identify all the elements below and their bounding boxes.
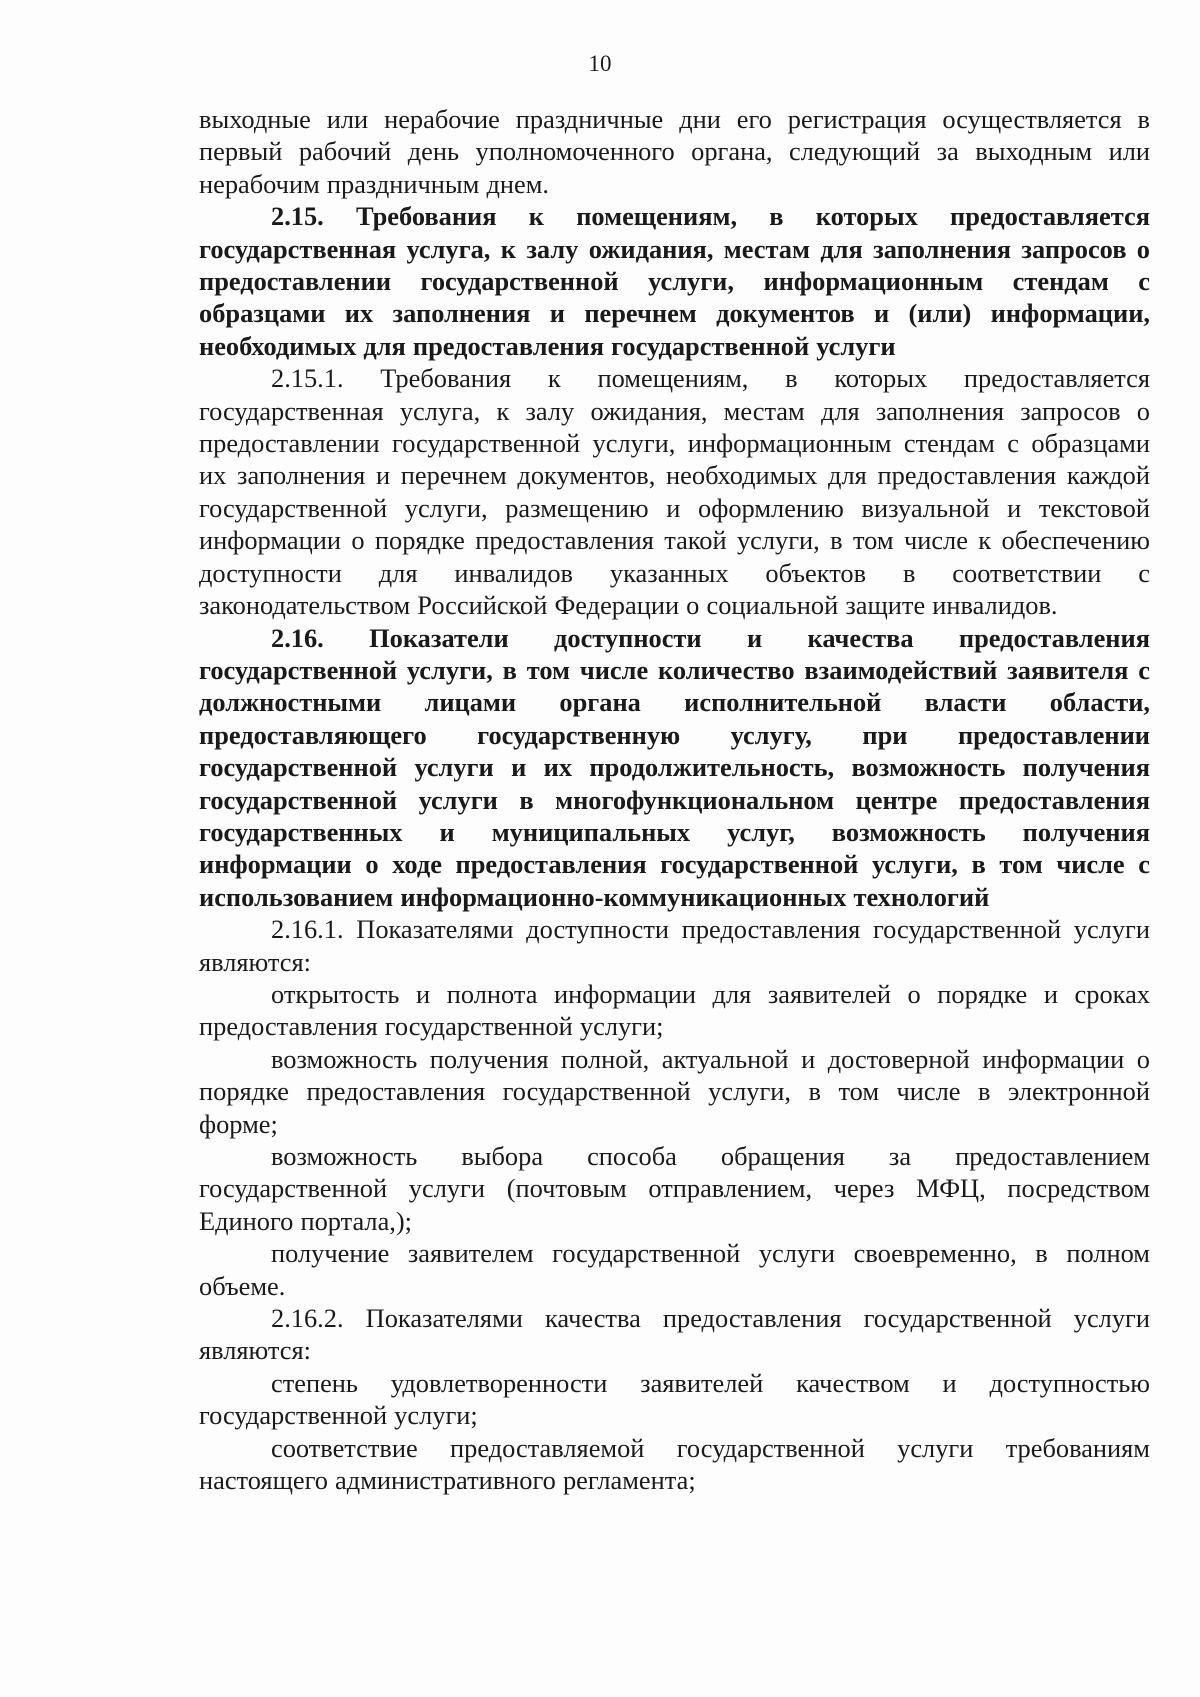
paragraph-2-15-1: 2.15.1. Требования к помещениям, в которых предоставляется государственная услуга, к залу ожидания, местам для заполнения запросов о предоставлении государственной услуги, информационным стендам с образцами их заполнения и перечнем документов, необходимых для предоставления каждой государственной услуги, размещению и оформлению визуальной и текстовой информации о порядке предоставления такой услуги, в том числе к обеспечению доступности для инвалидов указанных объектов в соответствии с законодательством Российской Федерации о социальной защите инвалидов.	[199, 363, 1150, 621]
page-number: 10	[588, 51, 612, 76]
document-body	[199, 103, 1150, 1496]
section-heading-2-15: 2.15. Требования к помещениям, в которых предоставляется государственная услуга, к залу ожидания, местам для заполнения запросов о предоставлении государственной услуги, информационным стендам с образцами их заполнения и перечнем документов и (или) информации, необходимых для предоставления государственной услуги	[199, 201, 1150, 361]
list-item-openness: открытость и полнота информации для заявителей о порядке и сроках предоставления государственной услуги;	[199, 978, 1150, 1042]
list-item-information: возможность получения полной, актуальной и достоверной информации о порядке предоставления государственной услуги, в том числе в электронной форме;	[199, 1043, 1150, 1139]
paragraph-continuation: выходные или нерабочие праздничные дни его регистрация осуществляется в первый рабочий день уполномоченного органа, следующий за выходным или нерабочим праздничным днем.	[199, 104, 1150, 199]
paragraph-2-16-2: 2.16.2. Показателями качества предоставления государственной услуги являются:	[199, 1303, 1150, 1366]
list-item-timely-receipt: получение заявителем государственной услуги своевременно, в полном объеме.	[199, 1238, 1150, 1301]
list-item-choice-of-method: возможность выбора способа обращения за предоставлением государственной услуги (почтовым отправлением, через МФЦ, посредством Единого портала,);	[199, 1141, 1150, 1236]
list-item-satisfaction: степень удовлетворенности заявителей качеством и доступностью государственной услуги;	[199, 1367, 1150, 1431]
list-item-compliance: соответствие предоставляемой государственной услуги требованиям настоящего административного регламента;	[199, 1432, 1150, 1496]
section-heading-2-16: 2.16. Показатели доступности и качества предоставления государственной услуги, в том числе количество взаимодействий заявителя с должностными лицами органа исполнительной власти области, предоставляющего государственную услугу, при предоставлении государственной услуги и их продолжительность, возможность получения государственной услуги в многофункциональном центре предоставления государственных и муниципальных услуг, возможность получения информации о ходе предоставления государственной услуги, в том числе с использованием информационно-коммуникационных технологий	[199, 622, 1150, 912]
paragraph-2-16-1: 2.16.1. Показателями доступности предоставления государственной услуги являются:	[199, 914, 1150, 977]
